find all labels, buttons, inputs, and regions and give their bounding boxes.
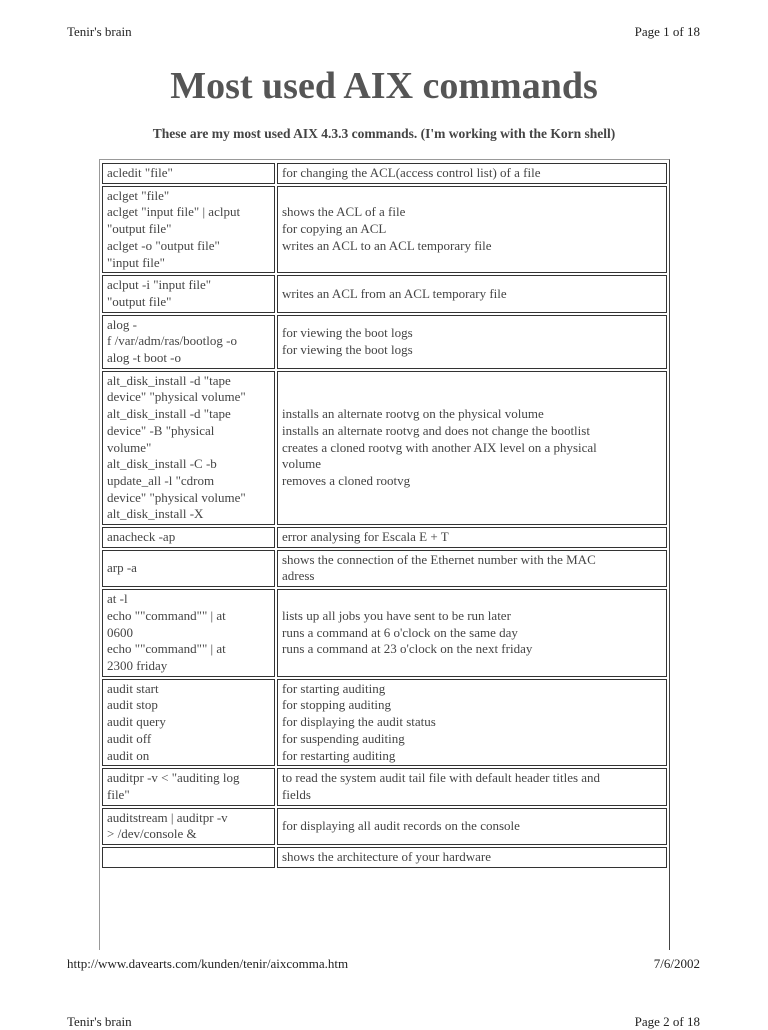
command-cell bbox=[102, 527, 275, 548]
description-line: writes an ACL to an ACL temporary file bbox=[282, 237, 492, 253]
command-cell bbox=[102, 163, 275, 184]
command-cell bbox=[102, 679, 275, 767]
description-cell bbox=[277, 371, 667, 525]
description-line: for viewing the boot logs bbox=[282, 341, 413, 357]
description-cell bbox=[277, 163, 667, 184]
command-line: device" "physical volume" bbox=[107, 489, 246, 505]
table-row bbox=[102, 371, 667, 525]
command-line: arp -a bbox=[107, 560, 137, 576]
command-cell bbox=[102, 371, 275, 525]
command-line: volume" bbox=[107, 439, 152, 455]
commands-table-frame bbox=[99, 159, 670, 950]
command-line: echo ""command"" | at bbox=[107, 641, 226, 657]
command-line: anacheck -ap bbox=[107, 529, 176, 545]
description-line: installs an alternate rootvg and does not change the bootlist bbox=[282, 422, 590, 438]
command-line: audit off bbox=[107, 730, 152, 746]
command-cell bbox=[102, 186, 275, 274]
description-line: for suspending auditing bbox=[282, 730, 405, 746]
table-row bbox=[102, 550, 667, 587]
command-line: alt_disk_install -X bbox=[107, 506, 204, 522]
commands-table-body bbox=[102, 163, 667, 868]
command-line: audit stop bbox=[107, 697, 158, 713]
description-line: error analysing for Escala E + T bbox=[282, 529, 449, 545]
description-line: for displaying the audit status bbox=[282, 714, 436, 730]
command-line: alt_disk_install -C -b bbox=[107, 456, 217, 472]
command-line: audit on bbox=[107, 747, 150, 763]
description-line: for displaying all audit records on the console bbox=[282, 817, 520, 833]
command-line: auditpr -v < "auditing log bbox=[107, 770, 240, 786]
page-title: Most used AIX commands bbox=[170, 65, 598, 107]
description-cell bbox=[277, 679, 667, 767]
command-line: 0600 bbox=[107, 624, 133, 640]
command-cell bbox=[102, 847, 275, 868]
description-line: for stopping auditing bbox=[282, 697, 392, 713]
command-line: device" -B "physical bbox=[107, 422, 215, 438]
page-header-site: Tenir's brain bbox=[67, 24, 132, 39]
description-line: creates a cloned rootvg with another AIX level on a physical bbox=[282, 439, 597, 455]
command-line: alog -t boot -o bbox=[107, 350, 182, 366]
description-cell bbox=[277, 315, 667, 369]
command-cell bbox=[102, 589, 275, 677]
command-cell bbox=[102, 275, 275, 312]
command-line: aclget "file" bbox=[107, 187, 170, 203]
description-line: shows the architecture of your hardware bbox=[282, 849, 491, 865]
description-line: for viewing the boot logs bbox=[282, 324, 413, 340]
command-line: f /var/adm/ras/bootlog -o bbox=[107, 333, 237, 349]
command-line: "output file" bbox=[107, 221, 172, 237]
table-row bbox=[102, 163, 667, 184]
description-line: shows the ACL of a file bbox=[282, 204, 406, 220]
command-line: audit query bbox=[107, 714, 166, 730]
page-subtitle: These are my most used AIX 4.3.3 commands. (I'm working with the Korn shell) bbox=[152, 126, 616, 141]
footer-date: 7/6/2002 bbox=[653, 956, 700, 971]
command-line: device" "physical volume" bbox=[107, 389, 246, 405]
description-line: for changing the ACL(access control list) of a file bbox=[282, 165, 541, 180]
description-cell bbox=[277, 768, 667, 805]
command-line: "input file" bbox=[107, 254, 165, 270]
command-line: "output file" bbox=[107, 293, 172, 309]
description-cell bbox=[277, 847, 667, 868]
table-row bbox=[102, 186, 667, 274]
description-cell bbox=[277, 808, 667, 845]
description-line: volume bbox=[282, 456, 321, 472]
command-line bbox=[107, 849, 270, 866]
command-line: echo ""command"" | at bbox=[107, 607, 226, 623]
description-line: runs a command at 6 o'clock on the same day bbox=[282, 624, 518, 640]
command-line: update_all -l "cdrom bbox=[107, 472, 215, 488]
command-cell bbox=[102, 808, 275, 845]
description-line: adress bbox=[282, 568, 315, 584]
command-line: acledit "file" bbox=[107, 165, 173, 180]
description-line: shows the connection of the Ethernet number with the MAC bbox=[282, 551, 596, 567]
description-cell bbox=[277, 527, 667, 548]
command-line: alt_disk_install -d "tape bbox=[107, 372, 231, 388]
command-cell bbox=[102, 550, 275, 587]
commands-table bbox=[100, 161, 669, 870]
command-line: > /dev/console & bbox=[107, 826, 197, 842]
description-cell bbox=[277, 275, 667, 312]
description-line: lists up all jobs you have sent to be run later bbox=[282, 607, 511, 623]
footer-url[interactable]: http://www.davearts.com/kunden/tenir/aixcomma.htm bbox=[67, 956, 349, 971]
command-line: file" bbox=[107, 786, 130, 802]
command-line: alog - bbox=[107, 316, 137, 332]
description-line: writes an ACL from an ACL temporary file bbox=[282, 285, 507, 301]
command-line: aclget "input file" | aclput bbox=[107, 204, 241, 220]
table-row bbox=[102, 589, 667, 677]
description-line: removes a cloned rootvg bbox=[282, 472, 411, 488]
command-cell bbox=[102, 315, 275, 369]
table-row bbox=[102, 847, 667, 868]
description-line: for copying an ACL bbox=[282, 221, 387, 237]
description-cell bbox=[277, 186, 667, 274]
table-row bbox=[102, 275, 667, 312]
command-line: audit start bbox=[107, 680, 159, 696]
description-line: for restarting auditing bbox=[282, 747, 396, 763]
page-number: Page 1 of 18 bbox=[634, 24, 700, 39]
table-row bbox=[102, 679, 667, 767]
table-row bbox=[102, 808, 667, 845]
table-row bbox=[102, 768, 667, 805]
command-line: 2300 friday bbox=[107, 657, 168, 673]
description-line: runs a command at 23 o'clock on the next friday bbox=[282, 641, 533, 657]
command-line: alt_disk_install -d "tape bbox=[107, 406, 231, 422]
command-line: aclput -i "input file" bbox=[107, 277, 212, 293]
table-row bbox=[102, 315, 667, 369]
command-line: auditstream | auditpr -v bbox=[107, 809, 228, 825]
table-row bbox=[102, 527, 667, 548]
command-line: at -l bbox=[107, 591, 128, 607]
command-cell bbox=[102, 768, 275, 805]
description-line: for starting auditing bbox=[282, 680, 386, 696]
next-page-number: Page 2 of 18 bbox=[634, 1014, 700, 1029]
description-cell bbox=[277, 550, 667, 587]
command-line: aclget -o "output file" bbox=[107, 237, 220, 253]
description-cell bbox=[277, 589, 667, 677]
description-line: to read the system audit tail file with default header titles and bbox=[282, 770, 601, 786]
description-line: installs an alternate rootvg on the physical volume bbox=[282, 406, 544, 422]
next-page-header-site: Tenir's brain bbox=[67, 1014, 132, 1029]
description-line: fields bbox=[282, 786, 311, 802]
